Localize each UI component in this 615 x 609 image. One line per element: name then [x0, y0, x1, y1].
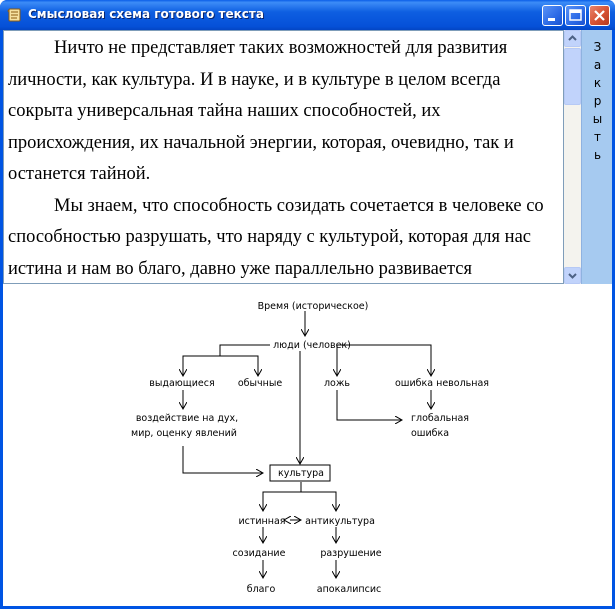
chevron-down-icon [565, 268, 580, 283]
scroll-down-button[interactable] [564, 267, 581, 284]
client-area [3, 30, 612, 606]
text-pane[interactable] [3, 30, 564, 284]
edge-culture-anticulture [301, 492, 336, 511]
node-impact-line2: мир, оценку явлений [131, 428, 237, 439]
node-global-line2: ошибка [411, 428, 450, 439]
node-true: истинная [238, 516, 286, 527]
chevron-up-icon [565, 31, 580, 46]
close-letter: к [593, 76, 602, 90]
node-people: люди (человек) [273, 340, 351, 351]
node-outstanding: выдающиеся [149, 378, 215, 389]
edge-culture-true [263, 482, 301, 511]
paragraph-2-first-line: Мы знаем, что способность созидать сочетается в человеке [54, 195, 522, 216]
close-letter: ы [592, 112, 603, 126]
close-letter: а [593, 58, 602, 72]
minimize-icon [543, 6, 562, 25]
text-content [8, 33, 548, 284]
paragraph-1-rest: личности, как культура. И в науке, и в культуре в целом всегда сокрыта универсальная тайна наших способностей, их происхождения, их начальной энергии, которая, очевидно, так и останется тайной. [8, 69, 514, 184]
title-bar[interactable] [0, 0, 615, 30]
diagram-canvas [3, 284, 612, 606]
node-creation: созидание [232, 548, 286, 559]
window-title: Смысловая схема готового текста [28, 7, 264, 21]
edge-people-outstanding [183, 345, 270, 376]
scroll-up-button[interactable] [564, 30, 581, 47]
close-letter: т [594, 130, 601, 144]
close-letter: р [593, 94, 602, 108]
maximize-button[interactable] [565, 5, 586, 26]
node-ordinary: обычные [237, 378, 283, 389]
node-good: благо [246, 584, 276, 595]
node-apocalypse: апокалипсис [316, 584, 382, 595]
close-side-button[interactable] [581, 30, 612, 284]
node-culture: культура [277, 468, 325, 479]
scroll-icon [7, 7, 23, 23]
paragraph-2-rest: со способностью разрушать, что наряду с культурой, которая для нас истина и нам во благо, давно уже параллельно развивается [8, 195, 544, 279]
edge-people-ordinary [220, 356, 258, 376]
edge-impact-culture [183, 446, 263, 473]
node-global-line1: глобальная [411, 413, 469, 424]
close-letter: З [593, 40, 602, 54]
node-time: Время (историческое) [257, 301, 369, 312]
paragraph-1 [8, 33, 548, 191]
node-destruction: разрушение [320, 548, 382, 559]
paragraph-1-first-line: Ничто не представляет таких возможностей для развития [54, 38, 508, 58]
close-button[interactable] [589, 5, 610, 26]
node-impact-line1: воздействие на дух, [135, 413, 239, 424]
semantic-diagram [3, 284, 612, 606]
paragraph-2 [8, 191, 548, 285]
minimize-button[interactable] [542, 5, 563, 26]
node-mistake: ошибка невольная [394, 378, 490, 389]
close-icon [590, 6, 609, 25]
edge-lie-global [337, 390, 402, 420]
node-anticulture: антикультура [305, 516, 375, 527]
vertical-scrollbar[interactable] [564, 30, 581, 284]
edge-people-mistake [355, 345, 431, 376]
node-lie: ложь [323, 378, 351, 389]
scroll-thumb[interactable] [564, 48, 581, 105]
diagram-connectors [183, 311, 431, 578]
maximize-icon [566, 6, 585, 25]
close-letter: ь [593, 148, 602, 162]
